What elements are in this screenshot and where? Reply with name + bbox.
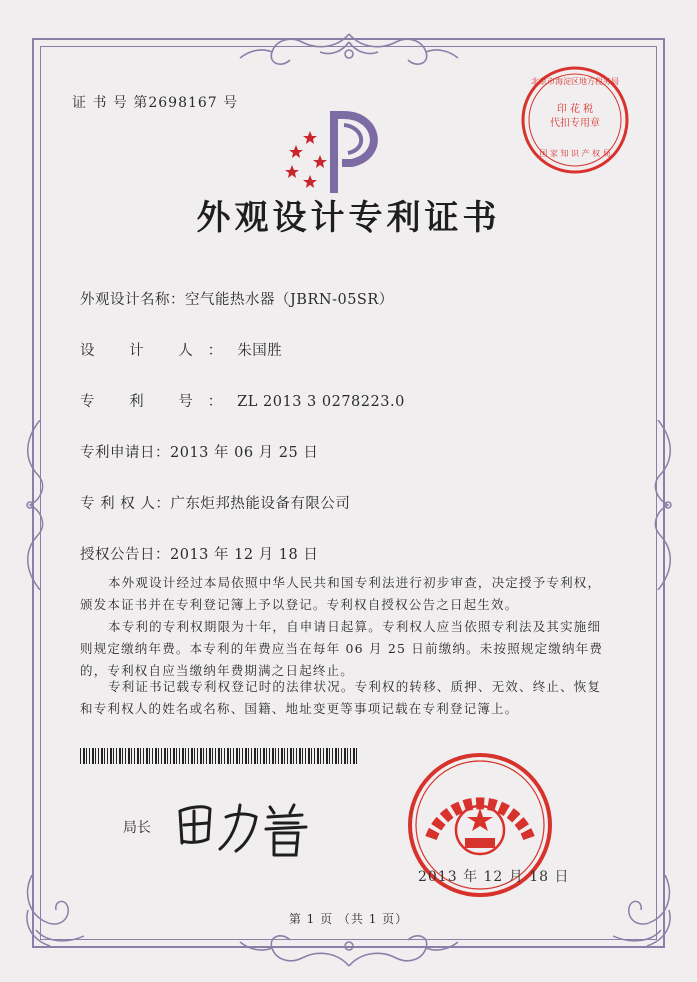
svg-text:印 花 税: 印 花 税 (556, 104, 594, 115)
certificate-number: 证 书 号 第2698167 号 (72, 95, 239, 111)
seal-date: 2013 年 12 月 18 日 (418, 869, 570, 885)
director-signature (170, 793, 330, 863)
patentee-row (80, 492, 350, 513)
svg-text:国 家 知 识 产 权 局: 国 家 知 识 产 权 局 (539, 149, 611, 158)
paragraph-1: 本外观设计经过本局依照中华人民共和国专利法进行初步审查，决定授予专利权，颁发本证书并在专利登记簿上予以登记。专利权自授权公告之日起生效。 (80, 575, 602, 612)
svg-text:北京市海淀区地方税务局: 北京市海淀区地方税务局 (531, 77, 619, 86)
grant-date-row (80, 543, 318, 564)
application-date-row (80, 441, 318, 462)
bottom-ornament (232, 932, 466, 972)
patent-number-label: 专 利 号： (80, 394, 238, 410)
director-label: 局长 (123, 820, 151, 836)
designer-row (80, 339, 282, 360)
right-ornament (650, 420, 680, 590)
paragraph-2: 本专利的专利权期限为十年，自申请日起算。专利权人应当依照专利法及其实施细则规定缴纳年费。本专利的年费应当在每年 06 月 25 日前缴纳。未按照规定缴纳年费的，专利权自应当缴纳年费期满之日起终止。 (80, 619, 604, 678)
designer-label: 设 计 人： (80, 343, 238, 359)
cnipa-logo (282, 105, 392, 195)
grant-date-label: 授权公告日： (80, 547, 170, 563)
design-name-row (80, 288, 394, 309)
svg-text:代扣专用章: 代扣专用章 (550, 118, 600, 129)
application-date-value: 2013 年 06 月 25 日 (170, 445, 319, 461)
patentee-label: 专 利 权 人： (80, 496, 171, 512)
designer-value: 朱国胜 (237, 343, 283, 359)
grant-date-value: 2013 年 12 月 18 日 (170, 547, 319, 563)
design-name-value: 空气能热水器（JBRN-05SR） (185, 292, 394, 308)
patentee-value: 广东炬邦热能设备有限公司 (170, 496, 351, 512)
left-ornament (18, 420, 48, 590)
paragraph-3: 专利证书记载专利权登记时的法律状况。专利权的转移、质押、无效、终止、恢复和专利权人的姓名或名称、国籍、地址变更等事项记载在专利登记簿上。 (80, 679, 602, 716)
patent-number-value: ZL 2013 3 0278223.0 (237, 394, 405, 410)
patent-number-row (80, 390, 405, 411)
certificate-title: 外观设计专利证书 (196, 198, 501, 238)
top-ornament (232, 28, 466, 72)
tax-stamp-seal (515, 60, 635, 180)
barcode (80, 748, 358, 764)
application-date-label: 专利申请日： (80, 445, 170, 461)
design-name-label: 外观设计名称： (80, 292, 185, 308)
page-footer: 第 1 页 （共 1 页） (288, 912, 409, 926)
